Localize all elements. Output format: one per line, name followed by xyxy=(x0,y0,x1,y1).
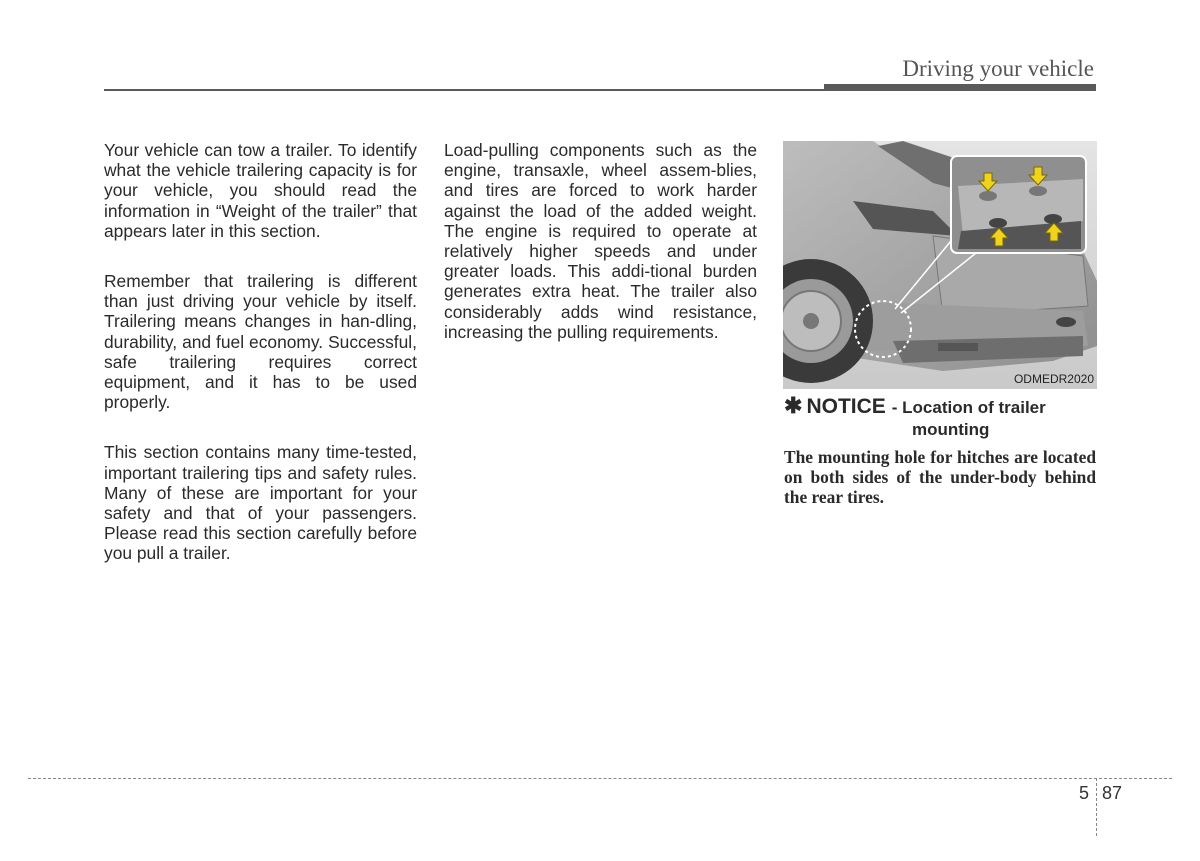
notice-title: - Location of trailer xyxy=(891,398,1046,417)
header-rule xyxy=(104,89,826,91)
paragraph: Remember that trailering is different than just driving your vehicle by itself. Trailering means changes in han-dling, durability, and fuel economy. Successful, safe trailering requires correct equipment, and it has to be used properly. xyxy=(104,271,417,413)
notice-star-icon: ✱ xyxy=(784,393,803,418)
section-number: 5 xyxy=(1079,783,1090,803)
page-number: 87 xyxy=(1102,783,1123,803)
notice-body: The mounting hole for hitches are located on both sides of the under-body behind the rear tires. xyxy=(784,447,1096,507)
header-rule-accent xyxy=(824,84,1096,91)
paragraph: This section contains many time-tested, important trailering tips and safety rules. Many of these are important for your safety and that of your passengers. Please read this section carefully before you pull a trailer. xyxy=(104,442,417,564)
text-column-2 xyxy=(444,140,757,372)
page-header-title: Driving your vehicle xyxy=(902,56,1094,81)
notice-box xyxy=(784,393,1098,507)
notice-title-cont: mounting xyxy=(912,420,990,439)
footer-divider xyxy=(1096,778,1097,836)
footer-rule xyxy=(28,778,1172,779)
paragraph: Load-pulling components such as the engine, transaxle, wheel assem-blies, and tires are forced to work harder against the load of the added weight. The engine is required to operate at relatively higher speeds and under greater loads. This addi-tional burden generates extra heat. The trailer also considerably adds wind resistance, increasing the pulling requirements. xyxy=(444,140,757,342)
vehicle-rear-illustration xyxy=(783,141,1097,389)
paragraph: Your vehicle can tow a trailer. To identify what the vehicle trailering capacity is for your vehicle, you should read the information in “Weight of the trailer” that appears later in this section. xyxy=(104,140,417,241)
car-rear-drawing xyxy=(783,141,1097,389)
notice-label: NOTICE xyxy=(806,395,886,418)
text-column-1 xyxy=(104,140,417,594)
figure-code: ODMEDR2020 xyxy=(1013,372,1094,386)
